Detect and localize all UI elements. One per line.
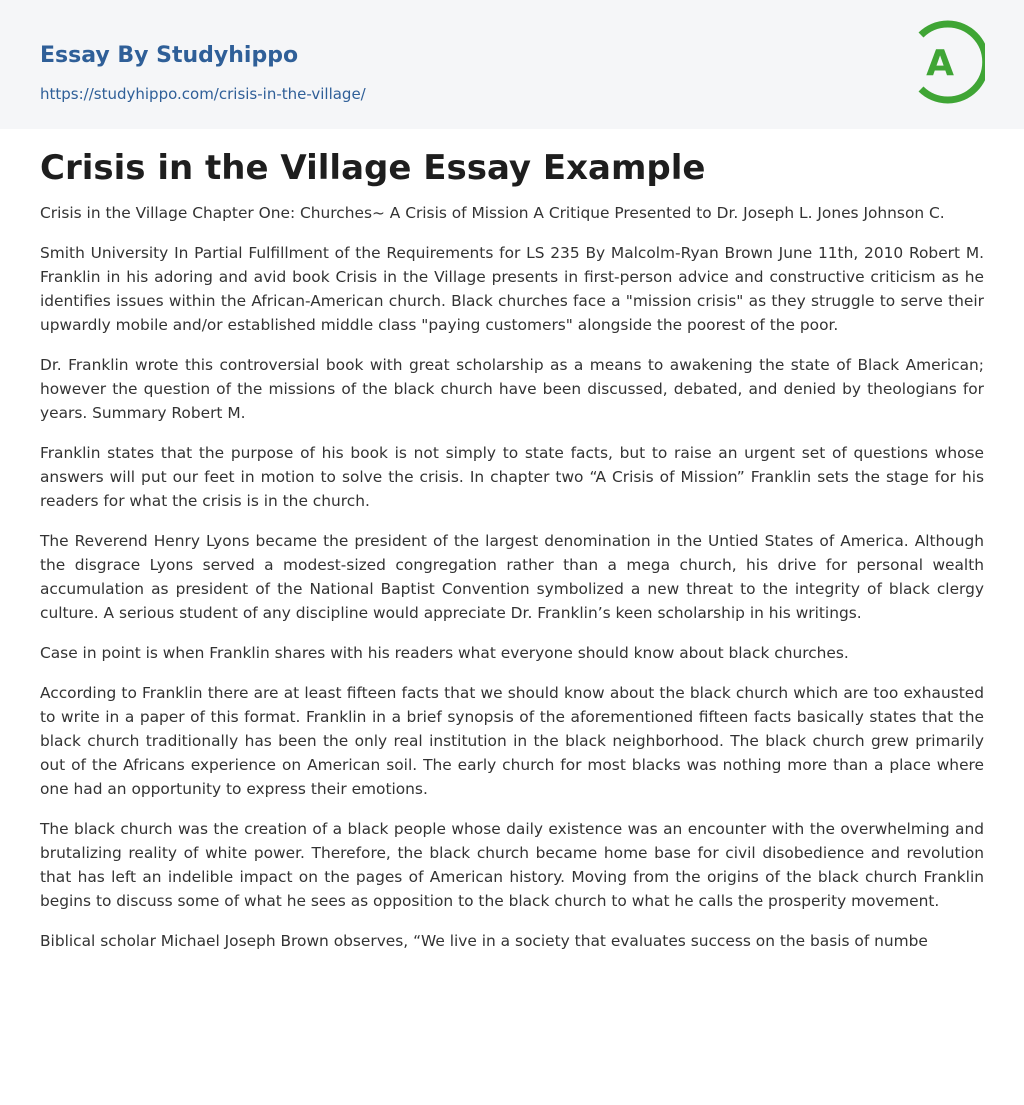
essay-paragraph: Dr. Franklin wrote this controversial book with great scholarship as a means to awakening the state of Black American; however the question of the missions of the black church have been discussed, debated, and denied by theologians for years. Summary Robert M. [40, 356, 984, 422]
logo-letter: A [926, 43, 954, 84]
essay-paragraph: Case in point is when Franklin shares with his readers what everyone should know about black churches. [40, 644, 849, 662]
essay-paragraph: The Reverend Henry Lyons became the president of the largest denomination in the Untied States of America. Although the disgrace Lyons served a modest-sized congregation rather than a mega church, his drive for personal wealth accumulation as president of the National Baptist Convention symbolized a new threat to the integrity of black clergy culture. A serious student of any discipline would appreciate Dr. Franklin’s keen scholarship in his writings. [40, 532, 984, 622]
source-url-link[interactable]: https://studyhippo.com/crisis-in-the-village/ [40, 85, 366, 103]
site-brand: Essay By Studyhippo [40, 43, 299, 68]
essay-paragraph: The black church was the creation of a black people whose daily existence was an encounter with the overwhelming and brutalizing reality of white power. Therefore, the black church became home base for civil disobedience and revolution that has left an indelible impact on the pages of American history. Moving from the origins of the black church Franklin begins to discuss some of what he sees as opposition to the black church to what he calls the prosperity movement. [40, 820, 984, 910]
studyhippo-logo[interactable] [913, 20, 985, 104]
essay-body [40, 201, 984, 953]
essay-paragraph: Smith University In Partial Fulfillment of the Requirements for LS 235 By Malcolm-Ryan Brown June 11th, 2010 Robert M. Franklin in his adoring and avid book Crisis in the Village presents in first-person advice and constructive criticism as he identifies issues within the African-American church. Black churches face a "mission crisis" as they struggle to serve their upwardly mobile and/or established middle class "paying customers" alongside the poorest of the poor. [40, 244, 984, 334]
page-title: Crisis in the Village Essay Example [40, 148, 706, 188]
site-header [0, 0, 1024, 129]
essay-paragraph-truncated: Biblical scholar Michael Joseph Brown observes, “We live in a society that evaluates success on the basis of numbe [40, 932, 928, 950]
essay-paragraph: According to Franklin there are at least fifteen facts that we should know about the black church which are too exhausted to write in a paper of this format. Franklin in a brief synopsis of the aforementioned fifteen facts basically states that the black church traditionally has been the only real institution in the black neighborhood. The black church grew primarily out of the Africans experience on American soil. The early church for most blacks was nothing more than a place where one had an opportunity to express their emotions. [40, 684, 984, 798]
essay-paragraph: Franklin states that the purpose of his book is not simply to state facts, but to raise an urgent set of questions whose answers will put our feet in motion to solve the crisis. In chapter two “A Crisis of Mission” Franklin sets the stage for his readers for what the crisis is in the church. [40, 444, 984, 510]
essay-paragraph: Crisis in the Village Chapter One: Churches~ A Crisis of Mission A Critique Presented to Dr. Joseph L. Jones Johnson C. [40, 204, 945, 222]
essay-main [0, 129, 1024, 953]
